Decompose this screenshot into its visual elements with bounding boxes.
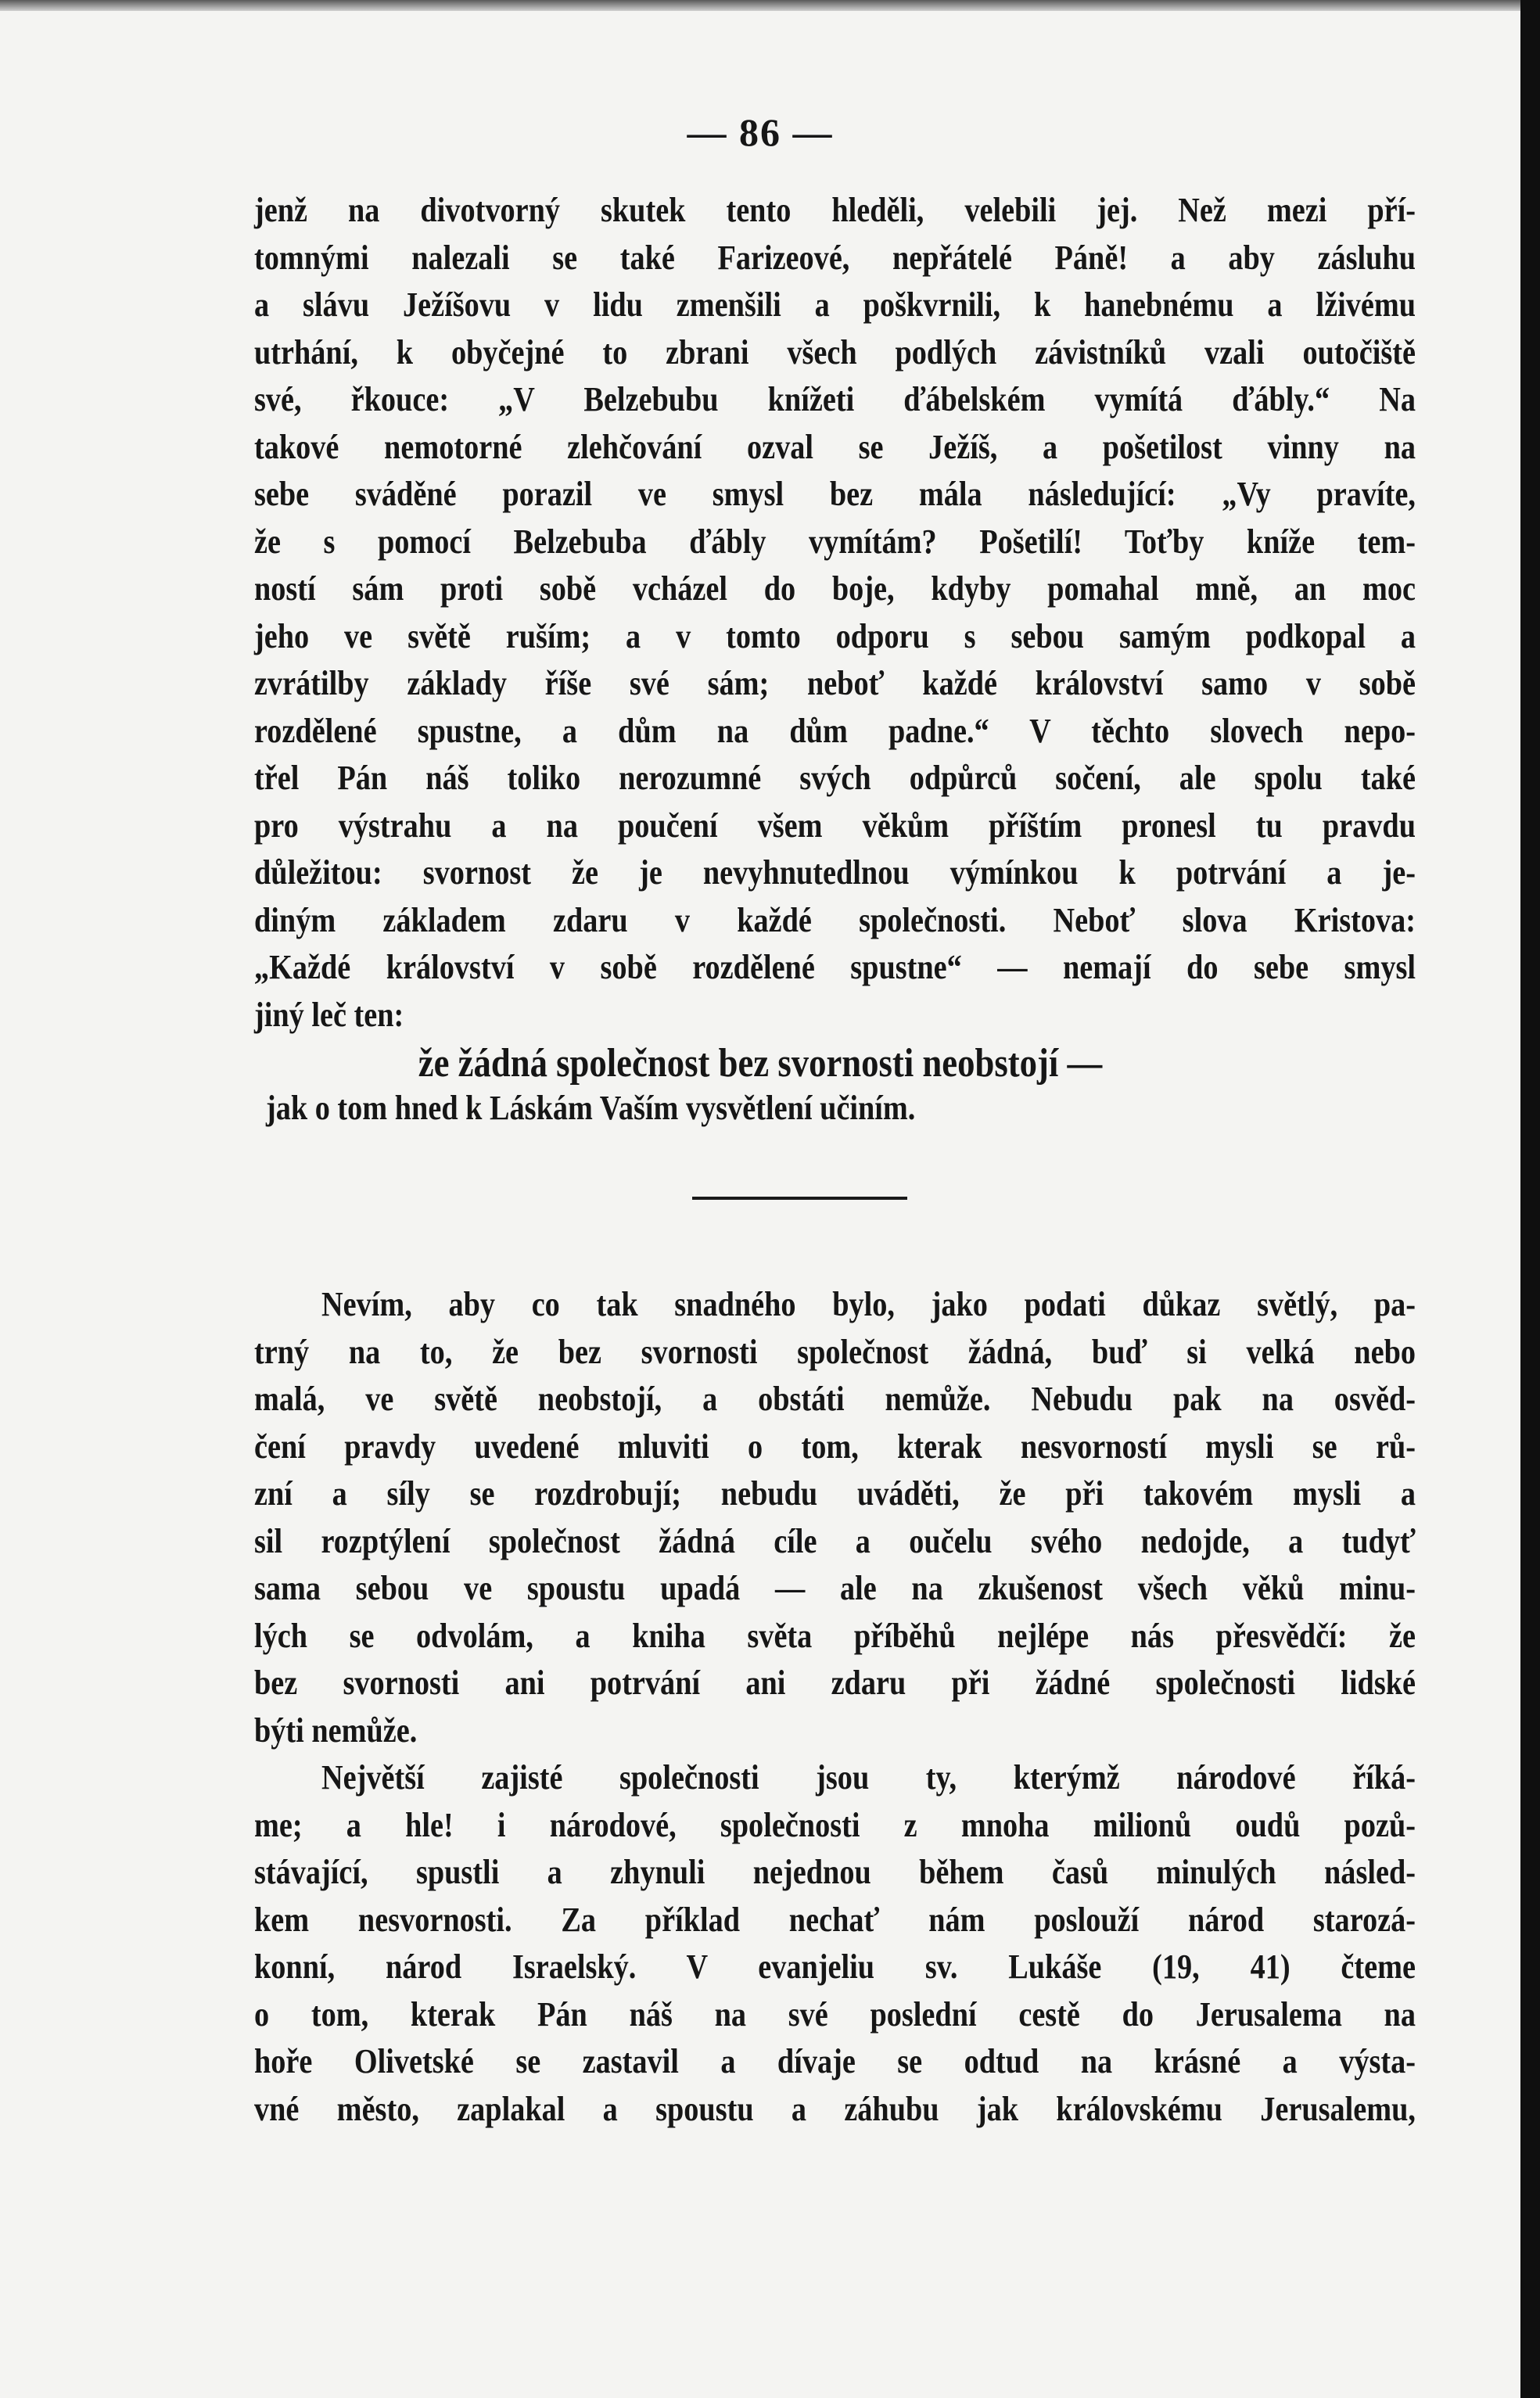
text-line: čení pravdy uvedené mluviti o tom, kterak nesvorností mysli se rů- — [254, 1426, 1416, 1466]
text-line: vné město, zaplakal a spoustu a záhubu jak královskému Jerusalemu, — [254, 2088, 1416, 2128]
text-line: býti nemůže. — [254, 1710, 418, 1750]
text-line: hoře Olivetské se zastavil a dívaje se odtud na krásné a výsta- — [254, 2041, 1416, 2080]
text-line: jiný leč ten: — [254, 994, 404, 1034]
paragraph-block-2 — [254, 1280, 1416, 2132]
text-line: že s pomocí Belzebuba ďábly vymítám? Pošetilí! Toťby kníže tem- — [254, 521, 1416, 561]
text-line: Největší zajisté společnosti jsou ty, kterýmž národové říká- — [321, 1757, 1416, 1797]
text-line: kem nesvornosti. Za příklad nechať nám poslouží národ starozá- — [254, 1899, 1416, 1939]
text-line: takové nemotorné zlehčování ozval se Ježíš, a pošetilost vinny na — [254, 426, 1416, 466]
text-line: pro výstrahu a na poučení všem věkům příštím pronesl tu pravdu — [254, 805, 1416, 845]
text-line: rozdělené spustne, a dům na dům padne.“ V těchto slovech nepo- — [254, 710, 1416, 750]
text-line: bez svornosti ani potrvání ani zdaru při žádné společnosti lidské — [254, 1663, 1416, 1702]
text-line: trný na to, že bez svornosti společnost žádná, buď si velká nebo — [254, 1331, 1416, 1371]
text-line: ností sám proti sobě vcházel do boje, kdyby pomahal mně, an moc — [254, 569, 1416, 608]
text-line: jeho ve světě ruším; a v tomto odporu s sebou samým podkopal a — [254, 616, 1416, 655]
emphasized-statement-continuation: jak o tom hned k Láskám Vaším vysvětlení učiním. — [266, 1088, 916, 1127]
text-line: své, řkouce: „V Belzebubu knížeti ďábelském vymítá ďábly.“ Na — [254, 379, 1416, 418]
text-line: jenž na divotvorný skutek tento hleděli, velebili jej. Než mezi pří- — [254, 190, 1416, 229]
text-line: Nevím, aby co tak snadného bylo, jako podati důkaz světlý, pa- — [321, 1284, 1416, 1323]
text-line: sil rozptýlení společnost žádná cíle a oučelu svého nedojde, a tudyť — [254, 1520, 1416, 1560]
text-line: tomnými nalezali se také Farizeové, nepřátelé Páně! a aby zásluhu — [254, 237, 1416, 277]
text-line: konní, národ Israelský. V evanjeliu sv. Lukáše (19, 41) čteme — [254, 1947, 1416, 1986]
text-line: me; a hle! i národové, společnosti z mnoha milionů oudů pozů- — [254, 1804, 1416, 1844]
paragraph-block-1 — [254, 186, 1416, 1038]
text-line: utrhání, k obyčejné to zbrani všech podlých závistníků vzali outočiště — [254, 332, 1416, 372]
page-number-header: — 86 — — [687, 110, 834, 154]
text-line: diným základem zdaru v každé společnosti. Neboť slova Kristova: — [254, 899, 1416, 939]
text-line: o tom, kterak Pán náš na své poslední cestě do Jerusalema na — [254, 1994, 1416, 2034]
section-divider-rule — [692, 1197, 907, 1200]
text-line: a slávu Ježíšovu v lidu zmenšili a poškvrnili, k hanebnému a lživému — [254, 285, 1416, 324]
text-line: třel Pán náš toliko nerozumné svých odpůrců sočení, ale spolu také — [254, 758, 1416, 797]
page-top-edge — [0, 0, 1540, 11]
scan-binding-edge — [1520, 0, 1540, 2398]
text-line: důležitou: svornost že je nevyhnutedlnou výmínkou k potrvání a je- — [254, 853, 1416, 892]
text-line: malá, ve světě neobstojí, a obstáti nemůže. Nebudu pak na osvěd- — [254, 1379, 1416, 1418]
text-line: „Každé království v sobě rozdělené spustne“ — nemají do sebe smysl — [254, 947, 1416, 986]
text-line: lých se odvolám, a kniha světa příběhů nejlépe nás přesvědčí: že — [254, 1615, 1416, 1655]
text-line: sama sebou ve spoustu upadá — ale na zkušenost všech věků minu- — [254, 1568, 1416, 1607]
emphasized-statement: že žádná společnost bez svornosti neobstojí — — [418, 1041, 1103, 1086]
text-line: zní a síly se rozdrobují; nebudu uváděti, že při takovém mysli a — [254, 1474, 1416, 1513]
text-line: stávající, spustli a zhynuli nejednou během časů minulých násled- — [254, 1852, 1416, 1891]
text-line: zvrátilby základy říše své sám; neboť každé království samo v sobě — [254, 663, 1416, 702]
text-line: sebe sváděné porazil ve smysl bez mála následující: „Vy pravíte, — [254, 474, 1416, 513]
